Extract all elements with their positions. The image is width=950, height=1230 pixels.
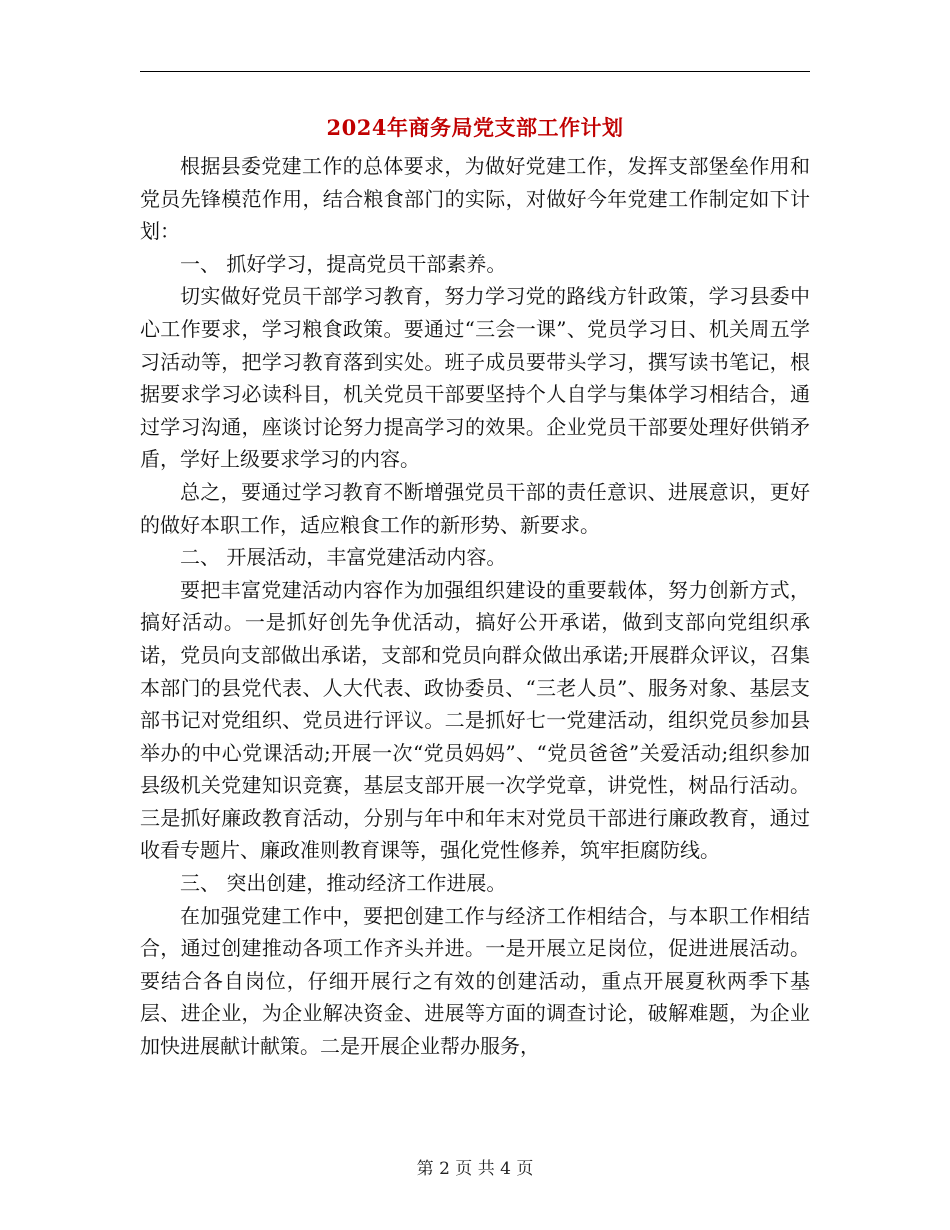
document-title: 2024年商务局党支部工作计划	[326, 115, 624, 140]
header-rule	[140, 71, 810, 72]
section-heading-2: 二、 开展活动，丰富党建活动内容。	[180, 545, 507, 570]
section-heading-1: 一、 抓好学习，提高党员干部素养。	[180, 251, 507, 276]
paragraph-intro: 根据县委党建工作的总体要求，为做好党建工作，发挥支部堡垒作用和党员先锋模范作用，结合粮食部门的实际，对做好今年党建工作制定如下计划：	[140, 154, 810, 244]
page-number-footer: 第 2 页 共 4 页	[416, 1159, 534, 1179]
paragraph-creation: 在加强党建工作中，要把创建工作与经济工作相结合，与本职工作相结合，通过创建推动各项工作齐头并进。一是开展立足岗位，促进进展活动。要结合各自岗位，仔细开展行之有效的创建活动，重点开展夏秋两季下基层、进企业，为企业解决资金、进展等方面的调查讨论，破解难题，为企业加快进展献计献策。二是开展企业帮办服务，	[140, 903, 810, 1059]
document-body	[140, 150, 810, 1063]
paragraph-activities: 要把丰富党建活动内容作为加强组织建设的重要载体，努力创新方式，搞好活动。一是抓好创先争优活动，搞好公开承诺，做到支部向党组织承诺，党员向支部做出承诺，支部和党员向群众做出承诺;开展群众评议，召集本部门的县党代表、人大代表、政协委员、“三老人员”、服务对象、基层支部书记对党组织、党员进行评议。二是抓好七一党建活动，组织党员参加县举办的中心党课活动;开展一次“党员妈妈”、“党员爸爸”关爱活动;组织参加县级机关党建知识竞赛，基层支部开展一次学党章，讲党性，树品行活动。三是抓好廉政教育活动，分别与年中和年末对党员干部进行廉政教育，通过收看专题片、廉政准则教育课等，强化党性修养，筑牢拒腐防线。	[140, 577, 810, 863]
paragraph-summary: 总之，要通过学习教育不断增强党员干部的责任意识、进展意识，更好的做好本职工作，适应粮食工作的新形势、新要求。	[140, 479, 810, 537]
section-heading-3: 三、 突出创建，推动经济工作进展。	[180, 871, 507, 896]
paragraph-study: 切实做好党员干部学习教育，努力学习党的路线方针政策，学习县委中心工作要求，学习粮食政策。要通过“三会一课”、党员学习日、机关周五学习活动等，把学习教育落到实处。班子成员要带头学习，撰写读书笔记，根据要求学习必读科目，机关党员干部要坚持个人自学与集体学习相结合，通过学习沟通，座谈讨论努力提高学习的效果。企业党员干部要处理好供销矛盾，学好上级要求学习的内容。	[140, 284, 810, 472]
